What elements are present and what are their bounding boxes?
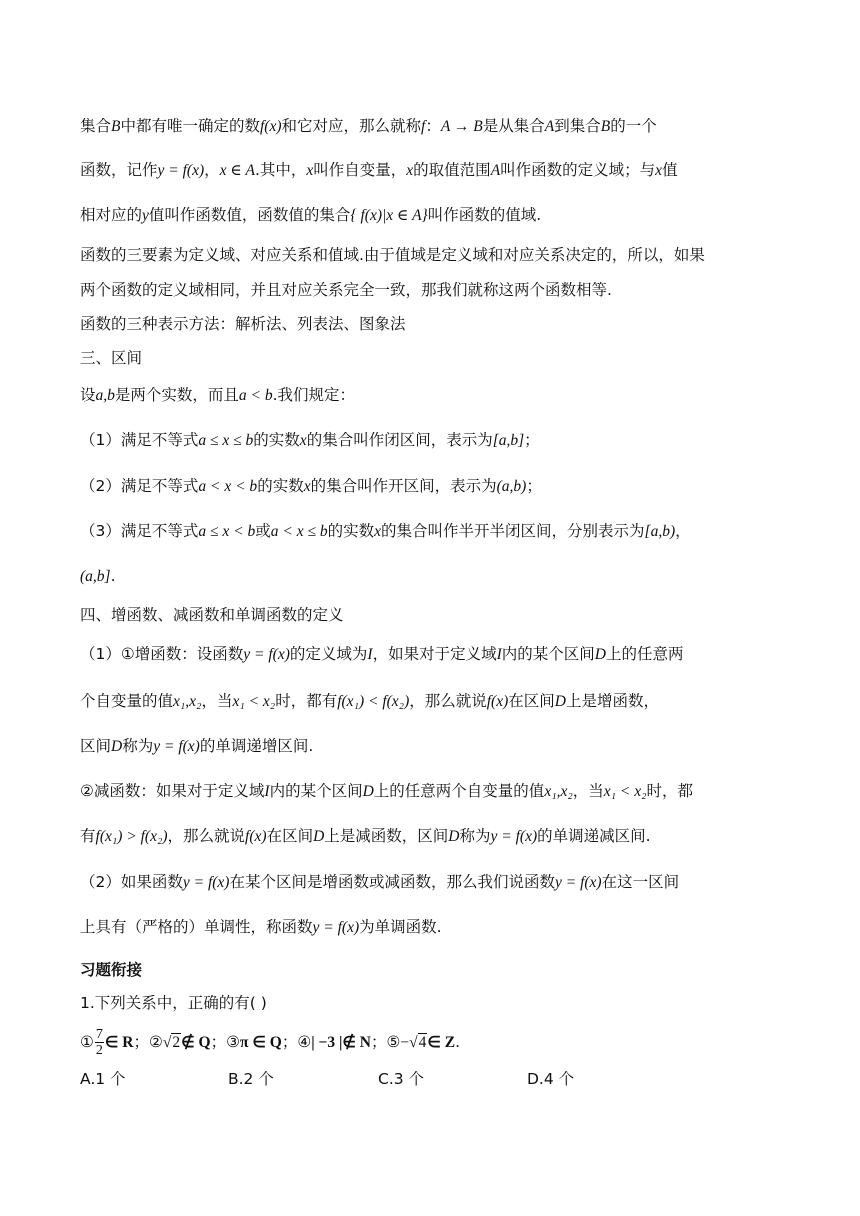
fraction-numerator: 7	[95, 1027, 103, 1042]
text-line	[80, 736, 785, 757]
text: 或	[255, 522, 271, 540]
text: 值	[662, 161, 678, 179]
text: 的取值范围	[413, 161, 491, 179]
text: ；⑤	[370, 1033, 401, 1051]
radicand: 4	[418, 1034, 427, 1051]
text: 的集合叫作闭区间，表示为	[306, 431, 493, 449]
option-a[interactable]: A.1 个	[80, 1070, 126, 1088]
option-d[interactable]: D.4 个	[527, 1070, 575, 1088]
math-symbol: I	[367, 646, 373, 663]
question-stem: 1.下列关系中，正确的有( )	[80, 994, 267, 1012]
text: 上的任意两个自变量的值	[373, 782, 545, 800]
text: 的实数	[253, 431, 300, 449]
math-expression: f(x)	[260, 118, 282, 135]
math-expression: a < x < b	[198, 478, 258, 495]
math-expression: π ∈ Q	[240, 1034, 282, 1051]
math-expression: (a,b]	[80, 568, 111, 585]
math-symbol: I	[264, 783, 270, 800]
text: 的集合叫作开区间，表示为	[310, 477, 497, 495]
math-symbol: D	[448, 828, 460, 845]
math-expression: ∈ R	[104, 1034, 134, 1051]
text: ①	[80, 1033, 94, 1051]
math-symbol: B	[600, 118, 611, 135]
text: 区间	[80, 737, 112, 755]
text: 的定义域为	[289, 645, 368, 663]
text: 称为	[122, 737, 154, 755]
paragraph-line: 函数的三种表示方法：解析法、列表法、图象法	[80, 315, 406, 333]
text: 时，都有	[275, 692, 338, 710]
math-symbol: x	[299, 432, 307, 449]
text: 上的任意两	[605, 645, 684, 663]
text: 在某个区间是增函数或减函数，那么我们说函数	[229, 873, 555, 891]
math-expression: x₁,x₂	[173, 693, 202, 710]
math-expression: ∉ Q	[181, 1034, 211, 1051]
math-expression: y = f(x)	[312, 919, 360, 936]
math-symbol: x	[303, 478, 311, 495]
fraction-denominator: 2	[95, 1043, 103, 1058]
text: ；④	[281, 1033, 312, 1051]
text-line	[80, 872, 785, 893]
math-expression: [a,b)	[644, 523, 676, 540]
math-symbol: B	[111, 118, 121, 135]
text: 称为	[459, 827, 491, 845]
text: 中都有唯一确定的数	[120, 117, 260, 135]
math-symbol: D	[362, 783, 374, 800]
text: 的单调递增区间.	[199, 737, 314, 755]
math-expression: x ∈ A	[219, 162, 255, 179]
math-symbol: y	[142, 207, 149, 224]
text: 到集合	[554, 117, 601, 135]
math-symbol: f	[421, 118, 426, 135]
math-symbol: x	[406, 162, 414, 179]
option-c[interactable]: C.3 个	[378, 1070, 425, 1088]
text: 的单调递减区间.	[537, 827, 651, 845]
text: ，当	[201, 692, 233, 710]
math-expression: a < b	[238, 387, 273, 404]
text-line	[80, 521, 785, 542]
text-line	[80, 385, 785, 406]
math-symbol: D	[313, 828, 325, 845]
text: （1）满足不等式	[80, 431, 199, 449]
text: 的实数	[257, 477, 304, 495]
text-line	[80, 826, 785, 847]
text: ：	[425, 117, 441, 135]
math-expression: f(x₁) > f(x₂)	[95, 828, 168, 845]
math-expression: x₁,x₂	[544, 783, 573, 800]
text: 在区间	[508, 692, 555, 710]
text-line	[80, 160, 785, 181]
math-expression: [a,b]	[492, 432, 525, 449]
text: 有	[80, 827, 96, 845]
sqrt-four: √4	[409, 1034, 427, 1051]
text: 函数，记作	[80, 161, 158, 179]
math-expression: y = f(x)	[157, 162, 205, 179]
math-expression: f(x₁) < f(x₂)	[337, 693, 410, 710]
text: 个自变量的值	[80, 692, 174, 710]
text: 的集合叫作半开半闭区间，分别表示为	[381, 522, 645, 540]
text: （3）满足不等式	[80, 522, 199, 540]
math-expression: A → B	[440, 118, 483, 135]
math-symbol: D	[111, 738, 123, 755]
text: 上具有（严格的）单调性，称函数	[80, 918, 313, 936]
text: 叫作自变量，	[313, 161, 407, 179]
text: 和它对应，那么就称	[281, 117, 422, 135]
sqrt-two: √2	[162, 1034, 181, 1051]
minus-sign: −	[400, 1034, 410, 1051]
text: 内的某个区间	[501, 645, 595, 663]
text-line	[80, 116, 785, 137]
math-expression: y = f(x)	[555, 874, 602, 891]
text: ，当	[572, 782, 604, 800]
text: .	[110, 567, 116, 585]
text-line	[80, 430, 785, 451]
text: 叫作函数的值域.	[427, 206, 542, 224]
text-line	[80, 691, 785, 712]
text: 在这一区间	[601, 873, 680, 891]
text: 值叫作函数值，函数值的集合	[148, 206, 351, 224]
math-symbol: x	[306, 162, 314, 179]
text: 相对应的	[80, 206, 143, 224]
math-expression: f(x)	[245, 828, 267, 845]
text: 时，都	[646, 782, 694, 800]
text: ；	[524, 431, 540, 449]
text: 上是减函数，区间	[324, 827, 449, 845]
math-expression: a,b	[95, 387, 115, 404]
text-line	[80, 566, 785, 587]
math-expression: a ≤ x ≤ b	[198, 432, 254, 449]
text-line	[80, 917, 785, 938]
fraction-seven-halves	[95, 1027, 104, 1058]
text: ；③	[210, 1033, 240, 1051]
text: 的实数	[327, 522, 375, 540]
math-expression: y = f(x)	[153, 738, 200, 755]
math-symbol: A	[544, 118, 555, 135]
math-symbol: x	[655, 162, 663, 179]
math-symbol: I	[496, 646, 502, 663]
math-expression: y = f(x)	[243, 646, 290, 663]
text-line	[80, 644, 785, 665]
text: ，那么就说	[409, 692, 487, 710]
paragraph-line: 函数的三要素为定义域、对应关系和值域.由于值域是定义域和对应关系决定的，所以，如果	[80, 246, 705, 264]
text: ；②	[133, 1033, 163, 1051]
text: 设	[80, 386, 96, 404]
math-symbol: D	[554, 693, 566, 710]
text: （2）满足不等式	[80, 477, 199, 495]
option-b[interactable]: B.2 个	[228, 1070, 274, 1088]
text-line	[80, 476, 785, 497]
text: 的一个	[610, 117, 657, 135]
math-expression: ∈ Z	[427, 1034, 456, 1051]
math-expression: | −3 |∉ N	[311, 1034, 371, 1051]
exercise-heading: 习题衔接	[80, 961, 143, 979]
text: ，	[204, 161, 220, 179]
text: ②减函数：如果对于定义域	[80, 782, 265, 800]
text-line	[80, 205, 785, 226]
text-line	[80, 781, 785, 802]
math-expression: a ≤ x < b	[198, 523, 256, 540]
text: 上是增函数，	[565, 692, 659, 710]
text: ，	[675, 522, 691, 540]
math-symbol: x	[374, 523, 382, 540]
math-expression: x₁ < x₂	[603, 783, 647, 800]
text: 为单调函数.	[359, 918, 442, 936]
section-heading: 四、增函数、减函数和单调函数的定义	[80, 606, 344, 624]
text: 叫作函数的定义域；与	[500, 161, 656, 179]
text: ，那么就说	[167, 827, 246, 845]
paragraph-line: 两个函数的定义域相同，并且对应关系完全一致，那我们就称这两个函数相等.	[80, 281, 612, 299]
text: ；	[526, 477, 542, 495]
section-heading: 三、区间	[80, 349, 143, 367]
math-symbol: D	[594, 646, 606, 663]
text: （2）如果函数	[80, 873, 183, 891]
text: （1）①增函数：设函数	[80, 645, 244, 663]
text: 是两个实数，而且	[114, 386, 239, 404]
math-symbol: A	[490, 162, 501, 179]
text: ，如果对于定义域	[372, 645, 497, 663]
text: .我们规定：	[272, 386, 356, 404]
math-expression: f(x)	[486, 693, 509, 710]
text: .其中，	[254, 161, 307, 179]
text: 在区间	[266, 827, 314, 845]
question-choices-line	[80, 1024, 785, 1060]
math-expression: a < x ≤ b	[270, 523, 328, 540]
math-expression: { f(x)|x ∈ A}	[350, 207, 428, 224]
text: 是从集合	[482, 117, 545, 135]
radicand: 2	[172, 1034, 181, 1051]
math-expression: y = f(x)	[182, 874, 230, 891]
text: 内的某个区间	[269, 782, 363, 800]
text: .	[455, 1033, 461, 1051]
math-expression: y = f(x)	[490, 828, 538, 845]
math-expression: x₁ < x₂	[232, 693, 276, 710]
math-expression: (a,b)	[496, 478, 527, 495]
text: 集合	[80, 117, 112, 135]
